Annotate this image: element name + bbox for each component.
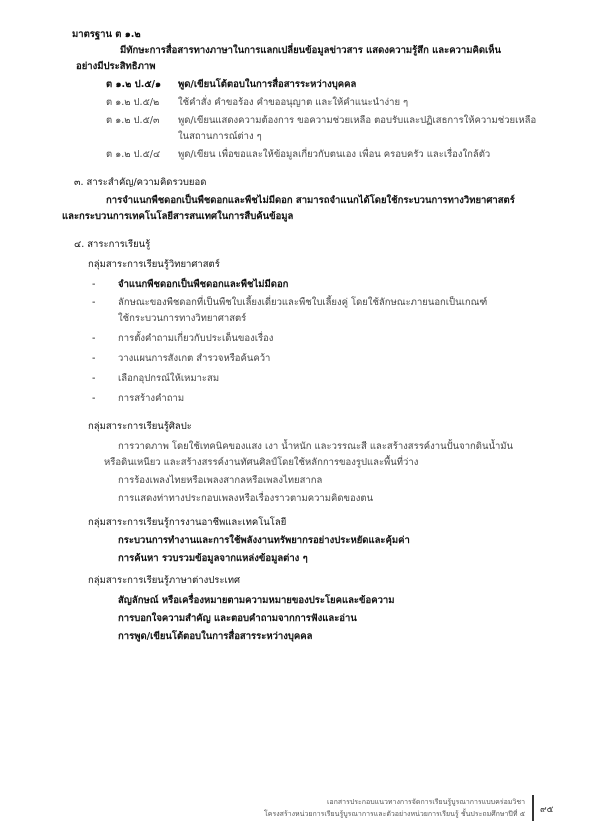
section3-line2: และกระบวนการเทคโนโลยีสารสนเทศในการสืบค้นข้อมูล (62, 211, 294, 222)
art-title: กลุ่มสาระการเรียนรู้ศิลปะ (88, 421, 192, 432)
career-line2: การค้นหา รวบรวมข้อมูลจากแหล่งข้อมูลต่าง ๆ (118, 553, 308, 564)
standard-desc-line1: มีทักษะการสื่อสารทางภาษาในการแลกเปลี่ยนข้อมูลข่าวสาร แสดงความรู้สึก และความคิดเห็น (120, 45, 502, 56)
foreign-line1: สัญลักษณ์ หรือเครื่องหมายตามความหมายของประโยคและข้อความ (118, 595, 395, 606)
art-line4: การแสดงท่าทางประกอบเพลงหรือเรื่องราวตามความคิดของตน (118, 493, 374, 504)
indicator-text-3-cont: ในสถานการณ์ต่าง ๆ (178, 131, 262, 142)
indicator-text-4: พูด/เขียน เพื่อขอและให้ข้อมูลเกี่ยวกับตนเอง เพื่อน ครอบครัว และเรื่องใกล้ตัว (178, 149, 491, 160)
standard-heading: มาตรฐาน ต ๑.๒ (72, 29, 141, 40)
career-line1: กระบวนการทำงานและการใช้พลังงานทรัพยากรอย่างประหยัดและคุ้มค่า (118, 535, 410, 546)
art-line1: การวาดภาพ โดยใช้เทคนิคของแสง เงา น้ำหนัก และวรรณะสี และสร้างสรรค์งานปั้นจากดินน้ำมัน (118, 441, 514, 452)
indicator-code-4: ต ๑.๒ ป.๕/๔ (106, 149, 161, 160)
footer-line2: โครงสร้างหน่วยการเรียนรู้บูรณาการและตัวอย่างหน่วยการเรียนรู้ ชั้นประถมศึกษาปีที่ ๕ (264, 810, 525, 818)
bullet-dash: - (92, 333, 96, 344)
science-item-3: การตั้งคำถามเกี่ยวกับประเด็นของเรื่อง (118, 333, 274, 344)
page-number: ๙๕ (540, 805, 554, 815)
bullet-dash: - (92, 279, 96, 290)
standard-desc-line2: อย่างมีประสิทธิภาพ (76, 61, 156, 72)
foreign-line2: การบอกใจความสำคัญ และตอบคำถามจากการฟังและอ่าน (118, 613, 357, 624)
foreign-line3: การพูด/เขียนโต้ตอบในการสื่อสารระหว่างบุคคล (118, 631, 313, 642)
footer-line1: เอกสารประกอบแนวทางการจัดการเรียนรู้บูรณาการแบบคร่อมวิชา (327, 798, 525, 806)
bullet-dash: - (92, 393, 96, 404)
indicator-text-1: พูด/เขียนโต้ตอบในการสื่อสารระหว่างบุคคล (178, 79, 357, 90)
indicator-code-1: ต ๑.๒ ป.๕/๑ (106, 79, 162, 90)
bullet-dash: - (92, 373, 96, 384)
section3-heading: ๓. สาระสำคัญ/ความคิดรวบยอด (74, 177, 207, 188)
footer-divider (532, 795, 534, 821)
art-line2: หรือดินเหนียว และสร้างสรรค์งานทัศนศิลป์โดยใช้หลักการของรูปและพื้นที่ว่าง (104, 457, 419, 468)
science-item-2: ลักษณะของพืชดอกที่เป็นพืชใบเลี้ยงเดี่ยวและพืชใบเลี้ยงคู่ โดยใช้ลักษณะภายนอกเป็นเกณฑ์ (118, 297, 488, 308)
bullet-dash: - (92, 297, 96, 308)
art-line3: การร้องเพลงไทยหรือเพลงสากลหรือเพลงไทยสากล (118, 475, 323, 486)
science-item-5: เลือกอุปกรณ์ให้เหมาะสม (118, 373, 220, 384)
indicator-code-2: ต ๑.๒ ป.๕/๒ (106, 97, 160, 108)
bullet-dash: - (92, 353, 96, 364)
science-title: กลุ่มสาระการเรียนรู้วิทยาศาสตร์ (88, 259, 220, 270)
science-item-1: จำแนกพืชดอกเป็นพืชดอกและพืชไม่มีดอก (118, 279, 289, 290)
section4-heading: ๔. สาระการเรียนรู้ (74, 239, 151, 250)
indicator-text-3: พูด/เขียนแสดงความต้องการ ขอความช่วยเหลือ ตอบรับและปฏิเสธการให้ความช่วยเหลือ (178, 115, 537, 126)
foreign-title: กลุ่มสาระการเรียนรู้ภาษาต่างประเทศ (88, 575, 240, 586)
career-title: กลุ่มสาระการเรียนรู้การงานอาชีพและเทคโนโลยี (88, 517, 287, 528)
science-item-4: วางแผนการสังเกต สำรวจหรือค้นคว้า (118, 353, 271, 364)
indicator-text-2: ใช้คำสั่ง คำขอร้อง คำขออนุญาต และให้คำแนะนำง่าย ๆ (178, 97, 409, 108)
science-item-6: การสร้างคำถาม (118, 393, 185, 404)
indicator-code-3: ต ๑.๒ ป.๕/๓ (106, 115, 160, 126)
science-item-2-cont: ใช้กระบวนการทางวิทยาศาสตร์ (118, 313, 247, 324)
section3-line1: การจำแนกพืชดอกเป็นพืชดอกและพืชไม่มีดอก สามารถจำแนกได้โดยใช้กระบวนการทางวิทยาศาสตร์ (106, 195, 515, 206)
